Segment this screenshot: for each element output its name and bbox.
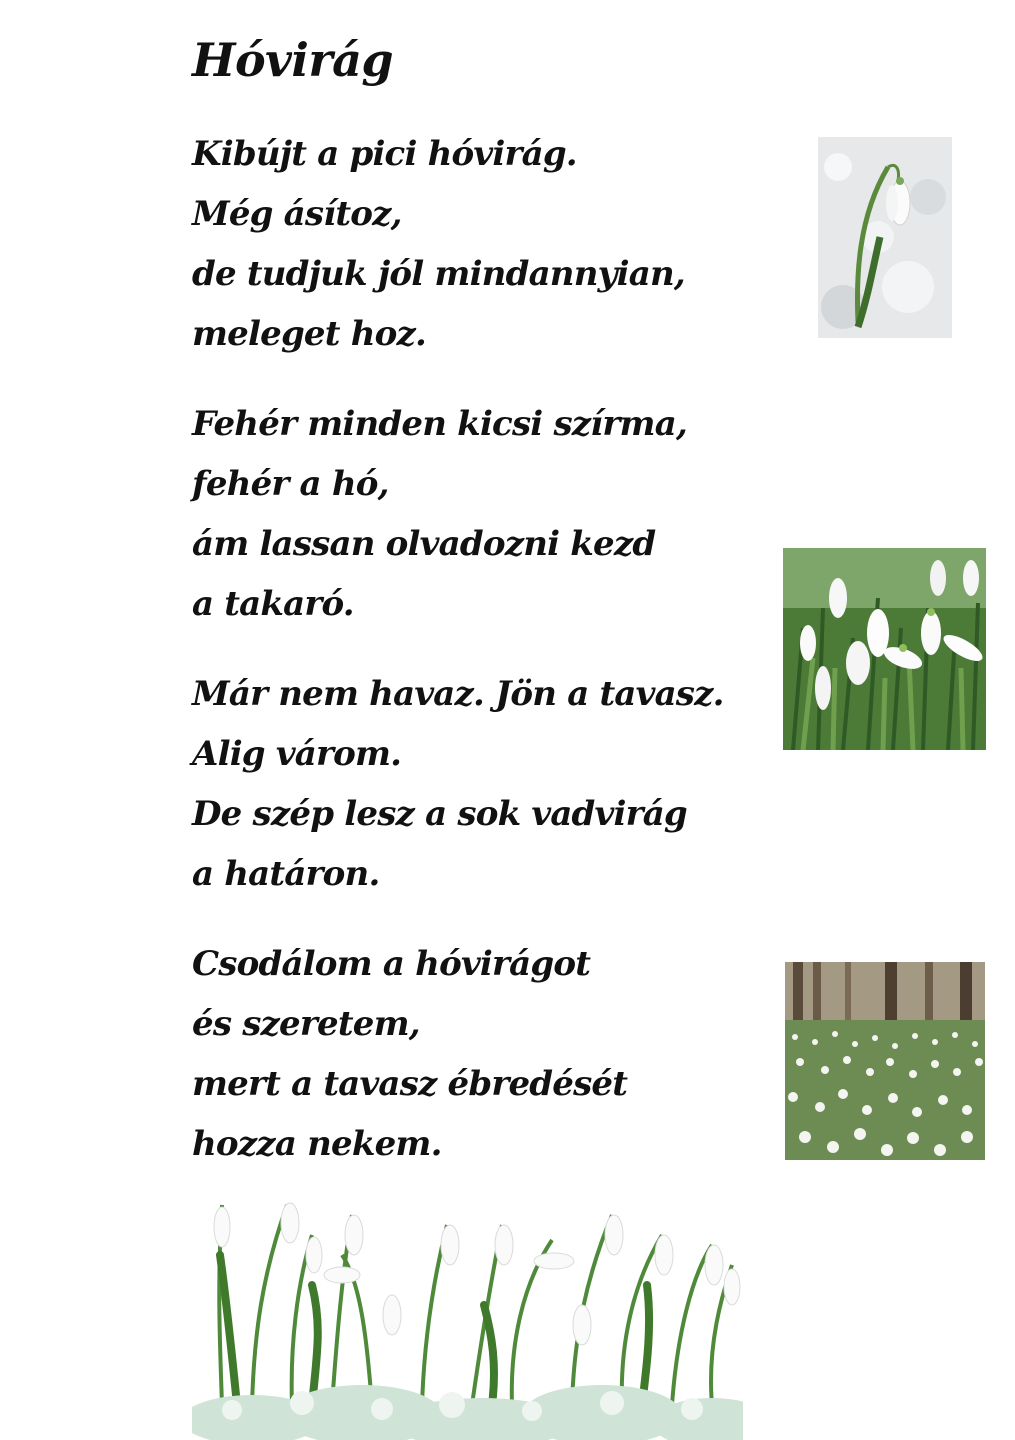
poem-line: mert a tavasz ébredését bbox=[192, 1064, 628, 1104]
poem-line: Már nem havaz. Jön a tavasz. bbox=[192, 674, 724, 714]
poem-line: meleget hoz. bbox=[192, 314, 427, 354]
snowdrops-in-snow-image bbox=[192, 1165, 743, 1440]
poem-title: Hóvirág bbox=[192, 33, 394, 87]
snowdrop-forest-image bbox=[785, 962, 985, 1160]
poem-line: és szeretem, bbox=[192, 1004, 420, 1044]
poem-line: de tudjuk jól mindannyian, bbox=[192, 254, 685, 294]
stanza-4 bbox=[192, 934, 627, 1174]
poem-line: Még ásítoz, bbox=[192, 194, 402, 234]
poem-line: Kibújt a pici hóvirág. bbox=[192, 134, 577, 174]
poem-line: Csodálom a hóvirágot bbox=[192, 944, 591, 984]
poem-line: De szép lesz a sok vadvirág bbox=[192, 794, 687, 834]
poem-line: Alig várom. bbox=[192, 734, 402, 774]
poem-line: fehér a hó, bbox=[192, 464, 389, 504]
stanza-2 bbox=[192, 394, 687, 634]
snowdrop-cluster-image bbox=[783, 548, 986, 750]
stanza-1 bbox=[192, 124, 685, 364]
poem-line: a határon. bbox=[192, 854, 380, 894]
poem-line: a takaró. bbox=[192, 584, 354, 624]
poem-line: ám lassan olvadozni kezd bbox=[192, 524, 656, 564]
poem-line: hozza nekem. bbox=[192, 1124, 442, 1164]
snowdrop-in-snow-image bbox=[818, 137, 952, 338]
stanza-3 bbox=[192, 664, 724, 904]
poem-line: Fehér minden kicsi szírma, bbox=[192, 404, 687, 444]
